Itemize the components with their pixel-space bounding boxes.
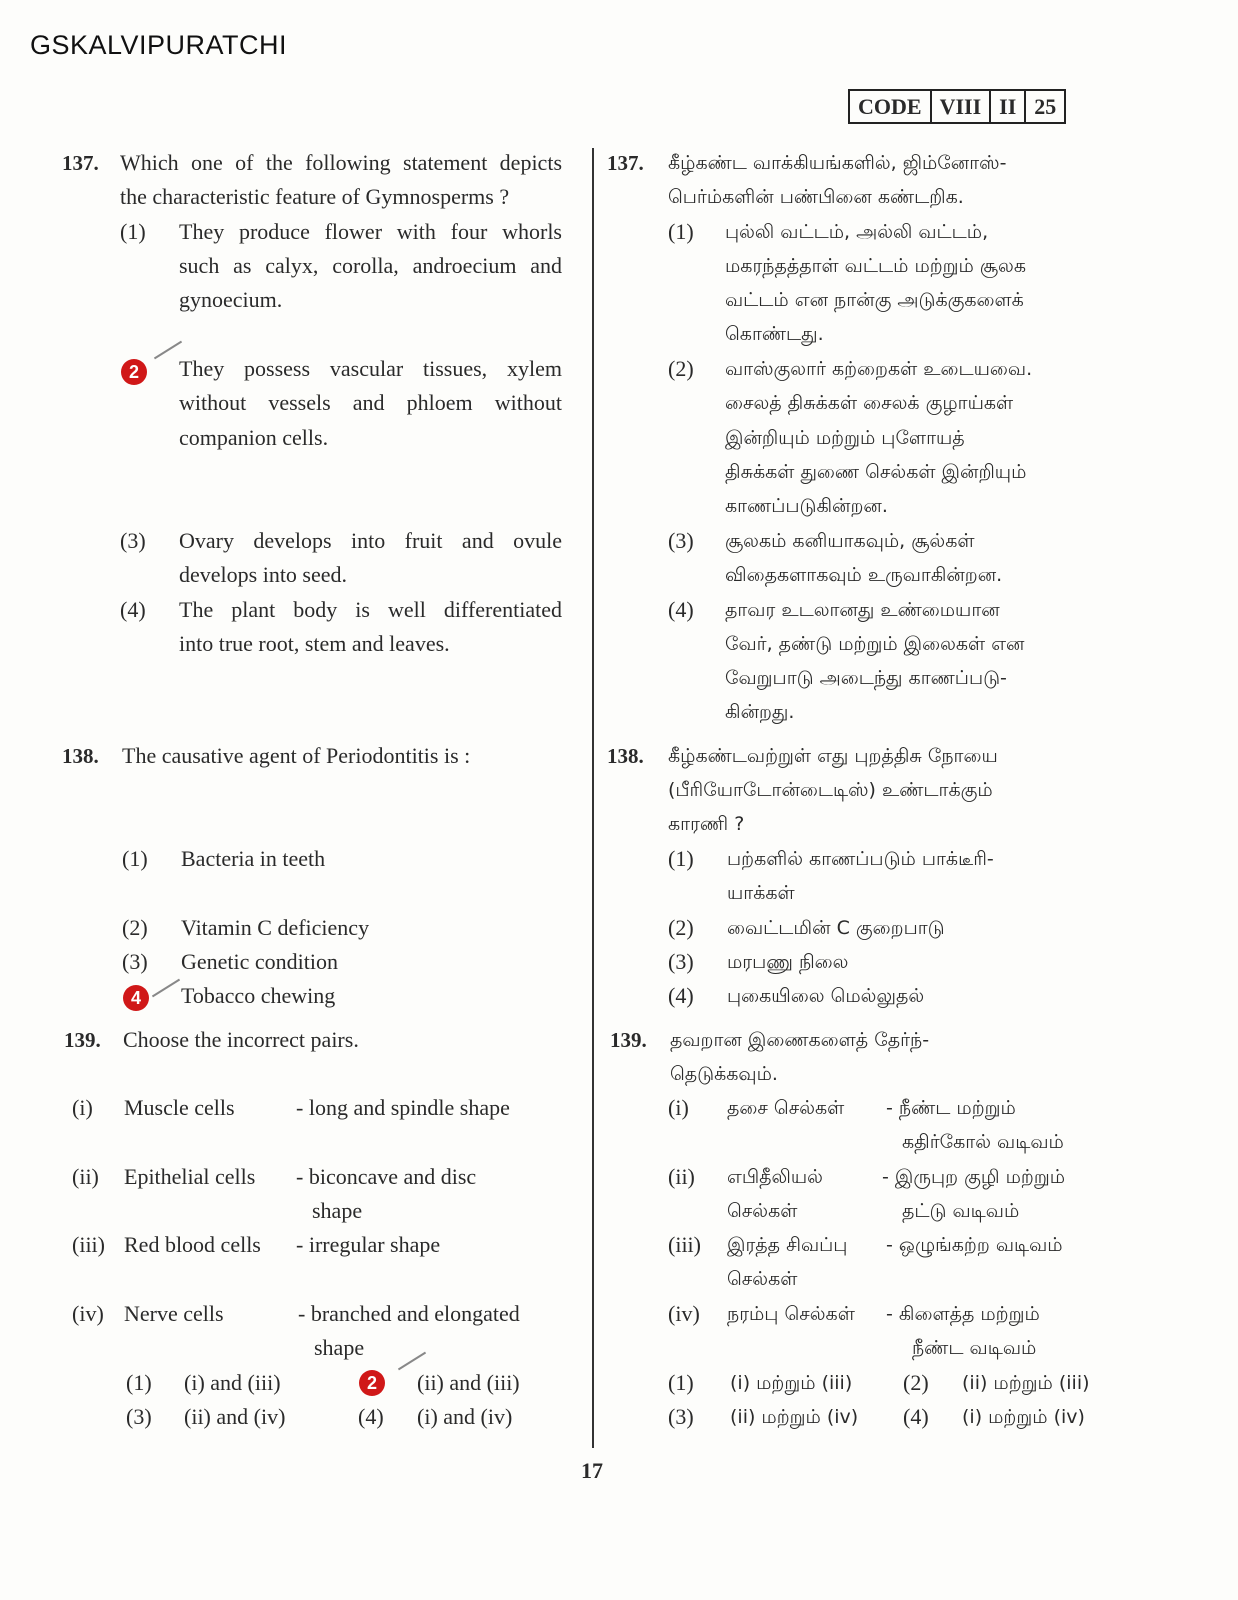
pair-number: (ii) [72,1164,99,1189]
pair-number: (iii) [72,1232,105,1257]
pair-right: - கிளைத்த மற்றும் [886,1303,1040,1325]
option-text: without vessels and phloem without [179,390,562,415]
question-stem: The causative agent of Periodontitis is : [122,743,471,768]
option-number: (2) [668,356,694,381]
question-stem-line: கீழ்கண்ட வாக்கியங்களில், ஜிம்னோஸ்- [668,152,1007,174]
option-number: (4) [668,983,694,1008]
option-text: வட்டம் என நான்கு அடுக்குகளைக் [725,289,1024,311]
option-number: (1) [122,846,148,871]
option-text: சைலத் திசுக்கள் சைலக் குழாய்கள் [725,392,1014,414]
pair-number: (i) [668,1095,689,1120]
option-text: Bacteria in teeth [181,846,326,871]
page-number: 17 [581,1458,603,1483]
option-number: (3) [668,528,694,553]
pair-left: Epithelial cells [124,1164,256,1189]
answer-circle-mark: 4 [123,985,149,1011]
option-text: காணப்படுகின்றன. [725,495,888,517]
option-text: (i) மற்றும் (iv) [962,1406,1085,1428]
option-text: (ii) மற்றும் (iv) [730,1406,859,1428]
option-text: Genetic condition [181,949,339,974]
option-text: புல்லி வட்டம், அல்லி வட்டம், [725,221,989,243]
option-text: வேர், தண்டு மற்றும் இலைகள் என [725,633,1025,655]
column-divider [592,148,594,1448]
option-number: (2) [903,1370,929,1395]
pair-right: - biconcave and disc [296,1164,477,1189]
code-paper: II [991,91,1026,122]
tick-mark [152,979,180,998]
code-set: VIII [932,91,992,122]
option-number: (3) [668,949,694,974]
pair-left: செல்கள் [727,1200,798,1222]
question-number: 137. [62,151,99,175]
option-text: (i) and (iii) [184,1370,281,1395]
code-version: 25 [1034,93,1057,119]
option-number: (3) [126,1404,152,1429]
code-label: CODE [850,91,932,122]
question-number: 139. [64,1028,101,1052]
option-text: இன்றியும் மற்றும் புளோயத் [725,427,965,449]
pair-left: நரம்பு செல்கள் [727,1303,855,1325]
option-text: கின்றது. [725,701,795,723]
pair-number: (iii) [668,1232,701,1257]
pair-right: - irregular shape [296,1232,441,1257]
question-stem: Choose the incorrect pairs. [123,1027,359,1052]
pair-left: செல்கள் [727,1268,798,1290]
pair-number: (iv) [72,1301,104,1326]
pair-number: (ii) [668,1164,695,1189]
option-text: கொண்டது. [725,323,824,345]
pair-number: (iv) [668,1301,700,1326]
option-text: திசுக்கள் துணை செல்கள் இன்றியும் [725,461,1027,483]
answer-circle-mark: 2 [359,1370,385,1396]
option-text: (ii) and (iii) [417,1370,520,1395]
option-number: (1) [668,219,694,244]
question-stem-line: காரணி ? [668,813,745,835]
option-number: (4) [120,597,146,622]
option-number: (2) [668,915,694,940]
option-text: (i) மற்றும் (iii) [730,1372,853,1394]
question-stem-line: the characteristic feature of Gymnosperms ? [120,184,510,209]
question-number: 138. [607,744,644,768]
option-text: gynoecium. [179,287,283,312]
question-stem-line: தெடுக்கவும். [670,1063,778,1085]
pair-right: - இருபுற குழி மற்றும் [882,1166,1066,1188]
option-text: (i) and (iv) [417,1404,513,1429]
option-text: develops into seed. [179,562,348,587]
question-number: 139. [610,1028,647,1052]
option-number: (4) [668,597,694,622]
option-text: சூலகம் கனியாகவும், சூல்கள் [725,530,975,552]
pair-left: Red blood cells [124,1232,261,1257]
option-text: into true root, stem and leaves. [179,631,450,656]
question-stem-line: பெர்ம்களின் பண்பினை கண்டறிக. [668,186,964,208]
option-text: தாவர உடலானது உண்மையான [725,599,1000,621]
pair-left: தசை செல்கள் [727,1097,845,1119]
option-text: They possess vascular tissues, xylem [179,356,562,381]
site-watermark: GSKALVIPURATCHI [30,30,288,60]
option-text: மரபணு நிலை [727,951,849,973]
option-text: (ii) மற்றும் (iii) [962,1372,1090,1394]
option-text: The plant body is well differentiated [179,597,562,622]
option-text: மகரந்தத்தாள் வட்டம் மற்றும் சூலக [725,255,1026,277]
option-text: வைட்டமின் C குறைபாடு [727,917,945,939]
pair-right: நீண்ட வடிவம் [912,1337,1037,1359]
pair-left: இரத்த சிவப்பு [727,1234,848,1256]
tick-mark [154,341,182,360]
pair-right: - ஒழுங்கற்ற வடிவம் [886,1234,1063,1256]
pair-right: shape [314,1335,365,1360]
option-number: (1) [668,1370,694,1395]
option-text: Vitamin C deficiency [181,915,370,940]
option-text: Ovary develops into fruit and ovule [179,528,562,553]
option-text: such as calyx, corolla, androecium and [179,253,562,278]
option-text: புகையிலை மெல்லுதல் [727,985,925,1007]
question-stem-line: கீழ்கண்டவற்றுள் எது புறத்திசு நோயை [668,745,998,767]
pair-number: (i) [72,1095,93,1120]
question-stem-line: (பீரியோடோன்டைடிஸ்) உண்டாக்கும் [668,779,993,801]
option-number: (3) [122,949,148,974]
pair-left: எபிதீலியல் [727,1166,823,1188]
question-number: 137. [607,151,644,175]
option-text: (ii) and (iv) [184,1404,286,1429]
pair-left: Muscle cells [124,1095,235,1120]
option-text: வாஸ்குலார் கற்றைகள் உடையவை. [725,358,1033,380]
pair-right: shape [312,1198,363,1223]
option-number: (1) [126,1370,152,1395]
option-number: (2) [122,915,148,940]
option-text: They produce flower with four whorls [179,219,562,244]
option-text: Tobacco chewing [181,983,336,1008]
question-stem-line: தவறான இணைகளைத் தேர்ந்- [670,1029,930,1051]
option-number: (4) [358,1404,384,1429]
option-text: companion cells. [179,425,329,450]
option-text: யாக்கள் [727,882,795,904]
pair-right: - long and spindle shape [296,1095,510,1120]
pair-right: கதிர்கோல் வடிவம் [902,1131,1064,1153]
option-number: (3) [668,1404,694,1429]
answer-circle-mark: 2 [121,359,147,385]
pair-right: - நீண்ட மற்றும் [886,1097,1016,1119]
option-text: வேறுபாடு அடைந்து காணப்படு- [725,667,1007,689]
option-number: (1) [668,846,694,871]
pair-right: தட்டு வடிவம் [902,1200,1020,1222]
option-number: (1) [120,219,146,244]
pair-right: - branched and elongated [298,1301,520,1326]
question-number: 138. [62,744,99,768]
question-stem-line: Which one of the following statement depicts [120,150,562,175]
exam-code-box [848,89,1066,124]
option-number: (3) [120,528,146,553]
option-text: பற்களில் காணப்படும் பாக்டீரி- [727,848,994,870]
option-text: விதைகளாகவும் உருவாகின்றன. [725,564,1003,586]
pair-left: Nerve cells [124,1301,224,1326]
option-number: (4) [903,1404,929,1429]
